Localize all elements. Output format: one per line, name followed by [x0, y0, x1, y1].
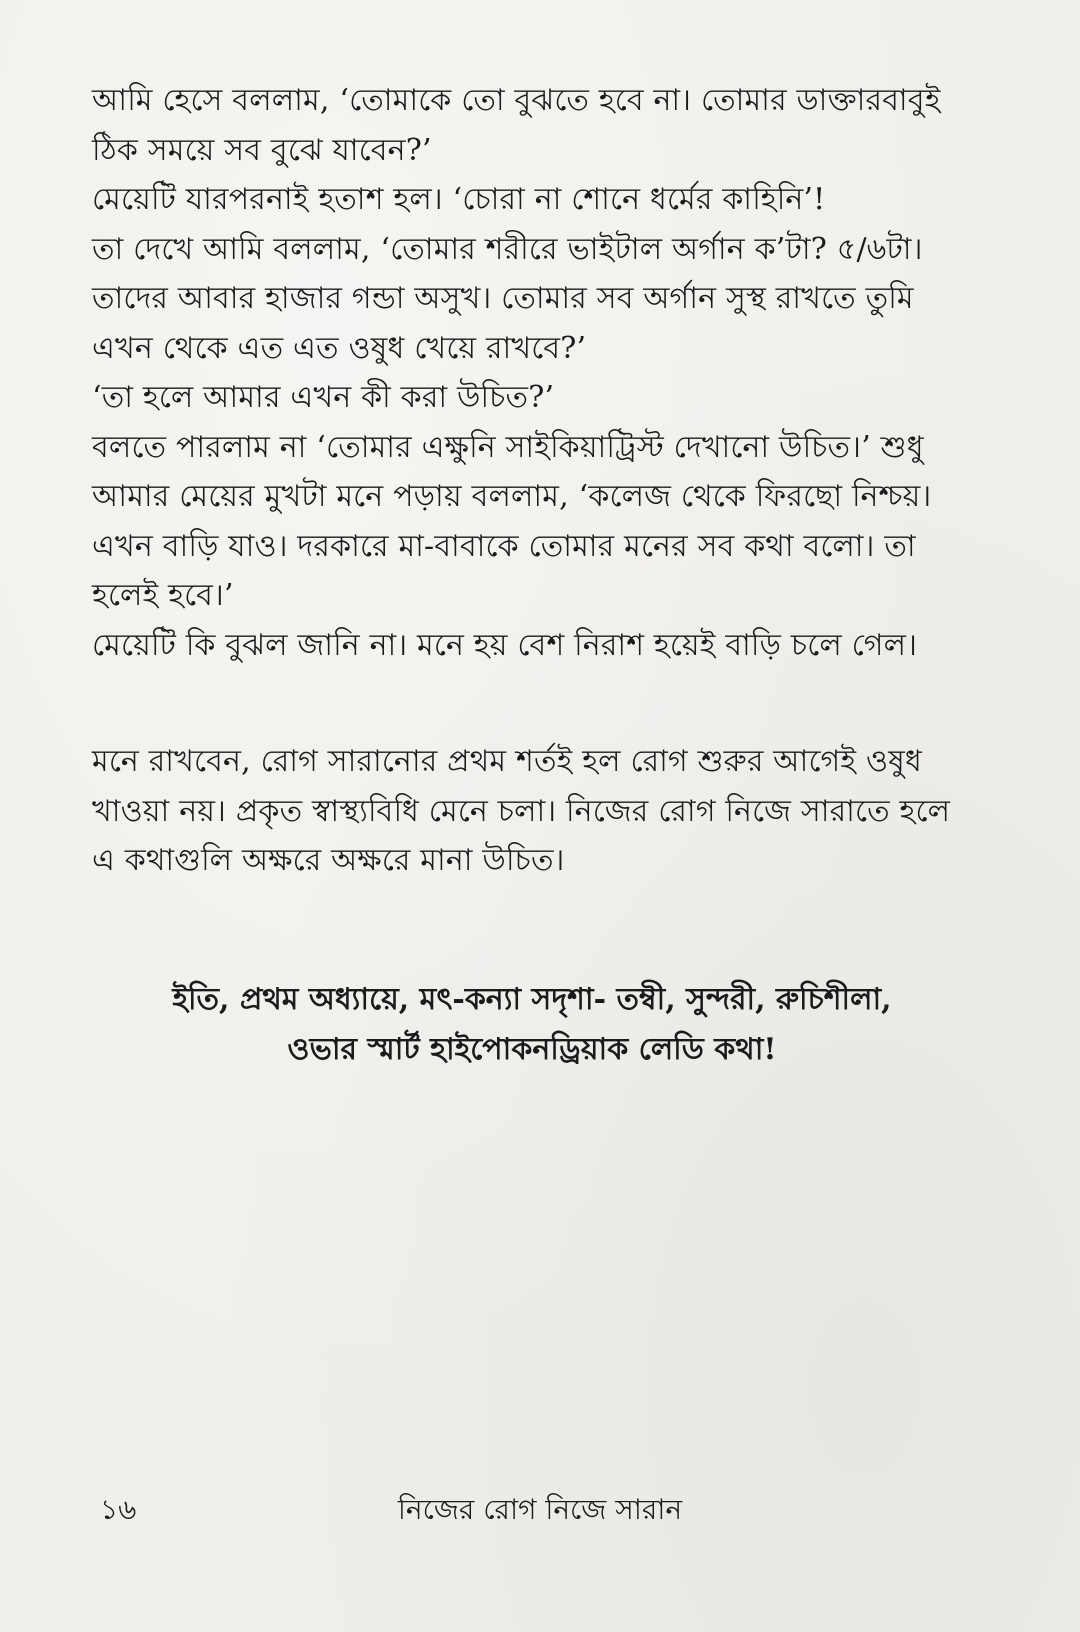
body-line: আমি হেসে বললাম, ‘তোমাকে তো বুঝতে হবে না। তোমার ডাক্তারবাবুই: [92, 83, 941, 118]
body-paragraph-advice: [92, 737, 972, 886]
body-paragraph-dialogue: [92, 76, 972, 670]
chapter-closing-note: [92, 975, 972, 1074]
page-number: ১৬: [100, 1493, 137, 1526]
body-line: মেয়েটি যারপরনাই হতাশ হল। ‘চোরা না শোনে ধর্মের কাহিনি’!: [92, 182, 826, 217]
body-line: মনে রাখবেন, রোগ সারানোর প্রথম শর্তই হল রোগ শুরুর আগেই ওষুধ: [92, 744, 922, 779]
running-title: নিজের রোগ নিজে সারান: [397, 1493, 683, 1526]
body-line: মেয়েটি কি বুঝল জানি না। মনে হয় বেশ নিরাশ হয়েই বাড়ি চলে গেল।: [92, 627, 918, 663]
body-line: ঠিক সময়ে সব বুঝে যাবেন?’: [92, 132, 432, 168]
body-line: আমার মেয়ের মুখটা মনে পড়ায় বললাম, ‘কলেজ থেকে ফিরছো নিশ্চয়।: [92, 479, 932, 514]
closing-line: ওভার স্মার্ট হাইপোকনড্রিয়াক লেডি কথা!: [287, 1031, 777, 1067]
body-line: তা দেখে আমি বললাম, ‘তোমার শরীরে ভাইটাল অর্গান ক’টা? ৫/৬টা।: [92, 231, 923, 267]
show-through-texture: [90, 680, 970, 706]
body-line: এখন বাড়ি যাও। দরকারে মা-বাবাকে তোমার মনের সব কথা বলো। তা: [92, 528, 916, 564]
page-footer: [0, 1488, 1080, 1528]
body-line: হলেই হবে।’: [92, 578, 234, 613]
body-line: ‘তা হলে আমার এখন কী করা উচিত?’: [92, 380, 555, 415]
body-line: এ কথাগুলি অক্ষরে অক্ষরে মানা উচিত।: [92, 843, 565, 878]
body-line: তাদের আবার হাজার গন্ডা অসুখ। তোমার সব অর্গান সুস্থ রাখতে তুমি: [92, 281, 914, 316]
closing-line: ইতি, প্রথম অধ্যায়ে, মৎ-কন্যা সদৃশা- তম্বী, সুন্দরী, রুচিশীলা,: [172, 982, 892, 1017]
body-line: খাওয়া নয়। প্রকৃত স্বাস্থ্যবিধি মেনে চলা। নিজের রোগ নিজে সারাতে হলে: [92, 793, 951, 829]
body-line: বলতে পারলাম না ‘তোমার এক্ষুনি সাইকিয়াট্রিস্ট দেখানো উচিত।’ শুধু: [92, 429, 924, 465]
body-line: এখন থেকে এত এত ওষুধ খেয়ে রাখবে?’: [92, 330, 587, 366]
